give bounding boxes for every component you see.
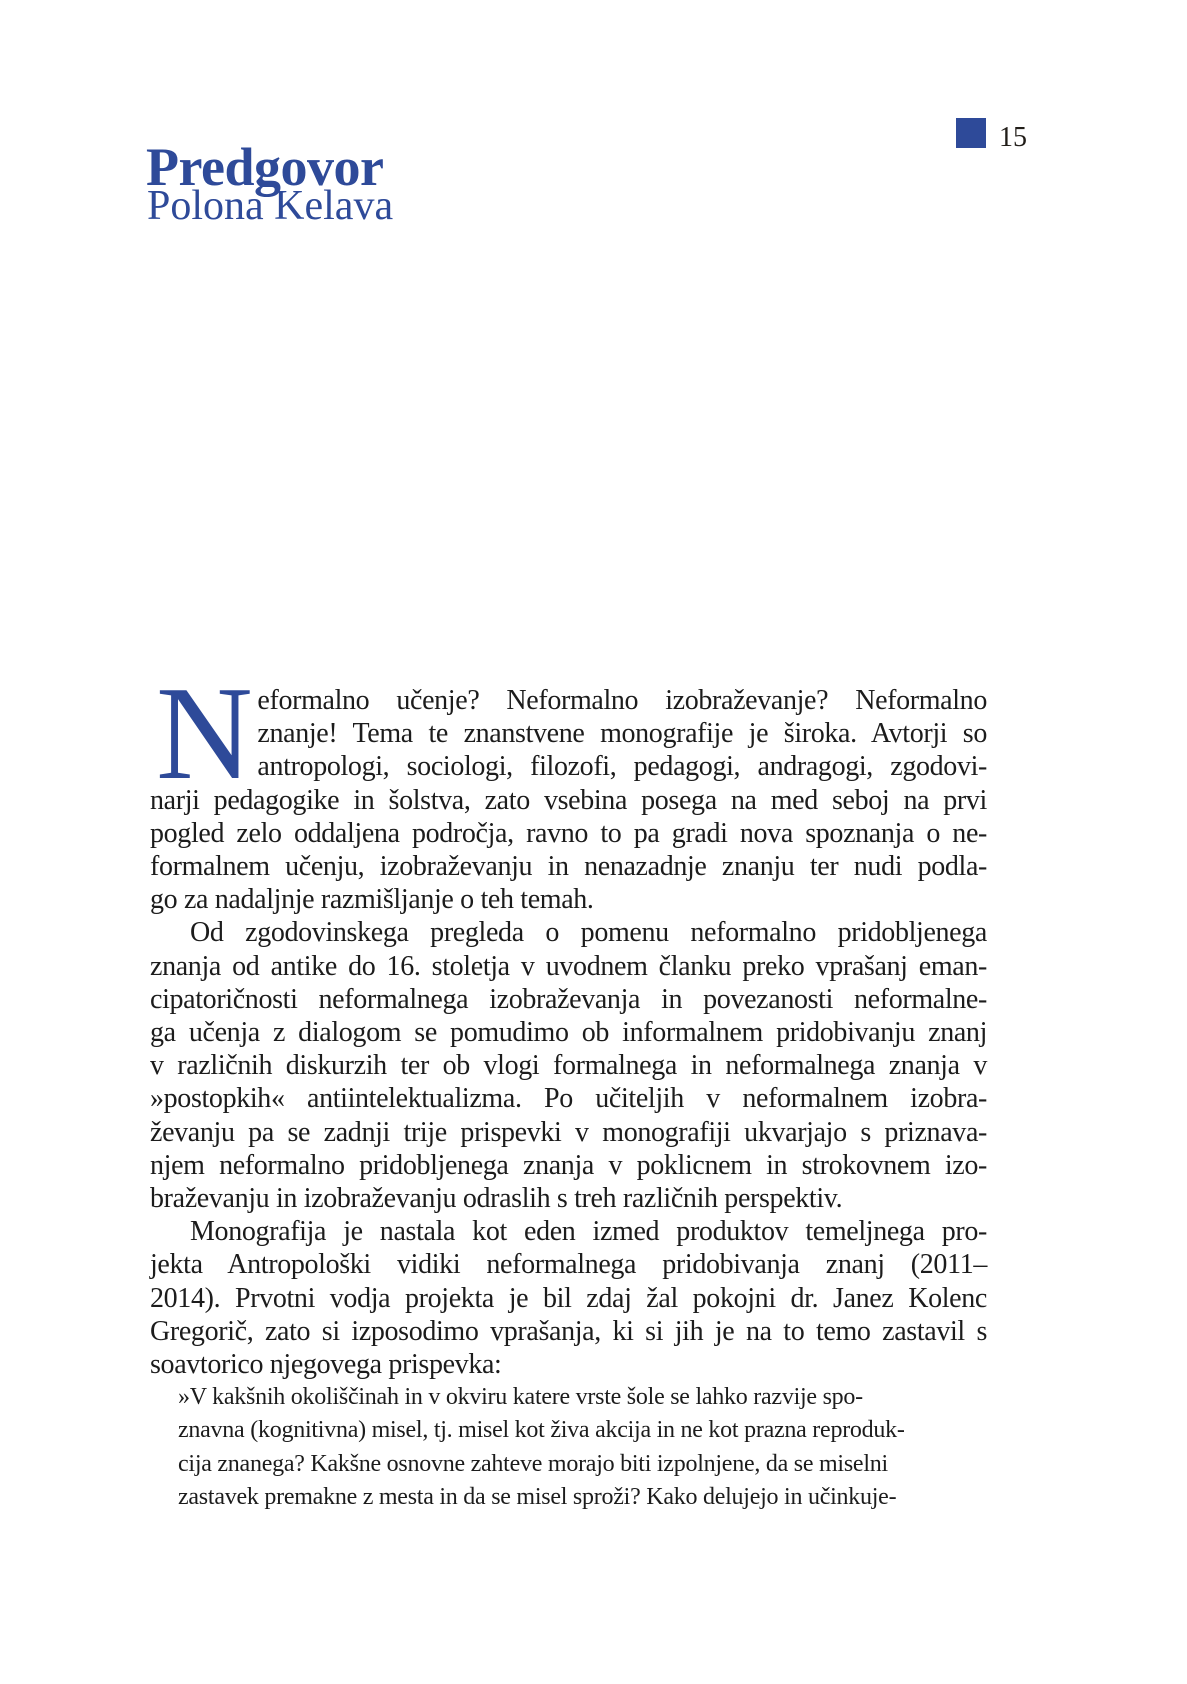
- body-line: Monografija je nastala kot eden izmed produktov temeljnega pro-: [190, 1216, 987, 1248]
- body-line: pogled zelo oddaljena področja, ravno to pa gradi nova spoznanja o ne-: [150, 817, 987, 849]
- body-line: formalnem učenju, izobraževanju in nenazadnje znanju ter nudi podla-: [150, 851, 987, 883]
- body-line: jekta Antropološki vidiki neformalnega pridobivanja znanj (2011–: [150, 1249, 987, 1281]
- body-line: braževanju in izobraževanju odraslih s treh različnih perspektiv.: [150, 1183, 843, 1215]
- body-line: narji pedagogike in šolstva, zato vsebina posega na med seboj na prvi: [150, 784, 987, 816]
- quote-line: »V kakšnih okoliščinah in v okviru katere vrste šole se lahko razvije spo-: [178, 1384, 863, 1411]
- quote-line: zastavek premakne z mesta in da se misel sproži? Kako delujejo in učinkuje-: [178, 1483, 897, 1510]
- paragraph: [150, 659, 987, 916]
- body-line: cipatoričnosti neformalnega izobraževanja in povezanosti neformalne-: [150, 983, 987, 1015]
- page-number: 15: [999, 122, 1027, 153]
- page-number-marker: [956, 118, 986, 148]
- body-line: znanje! Tema te znanstvene monografije je široka. Avtorji so: [257, 718, 987, 750]
- block-quote: [150, 1381, 987, 1514]
- body-line: »postopkih« antiintelektualizma. Po učiteljih v neformalnem izobra-: [150, 1083, 987, 1115]
- paragraph: [150, 916, 987, 1215]
- body-line: antropologi, sociologi, filozofi, pedagogi, andragogi, zgodovi-: [257, 751, 987, 783]
- body-line: Od zgodovinskega pregleda o pomenu neformalno pridobljenega: [190, 917, 987, 949]
- body-line: soavtorico njegovega prispevka:: [150, 1349, 502, 1381]
- body-line: ževanju pa se zadnji trije prispevki v monografiji ukvarjajo s priznava-: [150, 1116, 987, 1148]
- body-line: znanja od antike do 16. stoletja v uvodnem članku preko vprašanj eman-: [150, 950, 987, 982]
- page-title: Predgovor: [146, 137, 384, 198]
- body-line: v različnih diskurzih ter ob vlogi formalnega in neformalnega znanja v: [150, 1050, 987, 1082]
- body-line: 2014). Prvotni vodja projekta je bil zdaj žal pokojni dr. Janez Kolenc: [150, 1282, 987, 1314]
- drop-cap: N: [156, 659, 253, 807]
- quote-line: znavna (kognitivna) misel, tj. misel kot živa akcija in ne kot prazna reproduk-: [178, 1417, 905, 1444]
- body-line: Gregorič, zato si izposodimo vprašanja, ki si jih je na to temo zastavil s: [150, 1315, 987, 1347]
- paragraph: [150, 1215, 987, 1381]
- body-line: njem neformalno pridobljenega znanja v poklicnem in strokovnem izo-: [150, 1149, 987, 1181]
- body-line: go za nadaljnje razmišljanje o teh temah.: [150, 884, 594, 916]
- page-author: Polona Kelava: [147, 183, 394, 229]
- quote-line: cija znanega? Kakšne osnovne zahteve morajo biti izpolnjene, da se miselni: [178, 1450, 888, 1477]
- body-line: eformalno učenje? Neformalno izobraževanje? Neformalno: [257, 685, 987, 716]
- body-line: ga učenja z dialogom se pomudimo ob informalnem pridobivanju znanj: [150, 1017, 987, 1049]
- body-text: [150, 659, 987, 1514]
